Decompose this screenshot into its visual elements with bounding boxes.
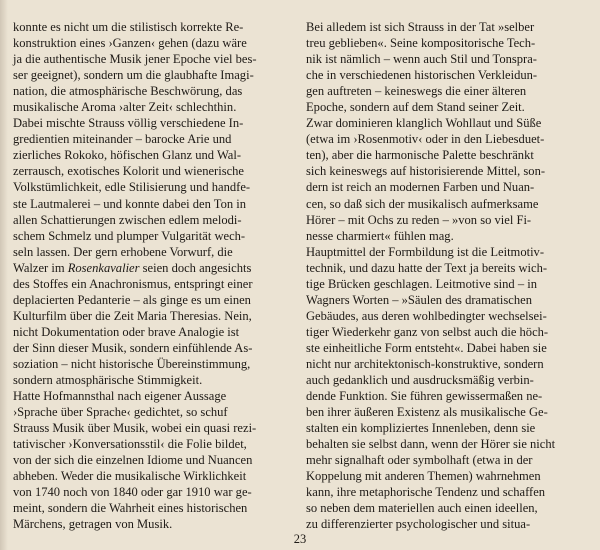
text-line: ja die authentische Musik jener Epoche viel bes-: [13, 52, 257, 67]
text-line: gredientien miteinander – barocke Arie und: [13, 132, 232, 147]
text-line: meint, sondern die Wahrheit eines historischen: [13, 501, 248, 516]
text-line: Volkstümlichkeit, edle Stilisierung und handfe-: [13, 180, 251, 195]
text-line: Märchens, getragen von Musik.: [13, 517, 173, 532]
text-line: Koppelung mit anderen Themen) wahrnehmen: [306, 469, 541, 484]
text-line: ben ihrer äußeren Existenz als musikalische Ge-: [306, 405, 548, 420]
text-line: seln lassen. Der gern erhobene Vorwurf, die: [13, 244, 233, 259]
text-line: zu differenzierter psychologischer und situa-: [306, 517, 531, 532]
right-text-column: [306, 19, 584, 533]
text-line: von der sich die einzelnen Idiome und Nuancen: [13, 453, 253, 468]
text-line: ste einheitliche Form entsteht«. Dabei haben sie: [306, 340, 547, 355]
text-line: tige Brücken geschlagen. Leitmotive sind – in: [306, 276, 538, 291]
text-line: so neben dem materiellen auch einen ideellen,: [306, 501, 538, 516]
text-line: tiger Wiederkehr ganz von selbst auch die höch-: [306, 324, 549, 339]
text-line: von 1740 noch von 1840 oder gar 1910 war ge-: [13, 485, 252, 500]
text-line: nicht nur architektonisch-konstruktive, sondern: [306, 356, 544, 371]
text-line: tativischer ›Konversationsstil‹ die Folie bildet,: [13, 437, 247, 452]
text-line: sondern atmosphärische Stimmigkeit.: [13, 373, 203, 388]
text-line: nik ist nämlich – wenn auch Stil und Tonspra-: [306, 52, 537, 67]
text-line: Strauss Musik über Musik, wobei ein quasi rezi-: [13, 421, 257, 436]
text-line: nation, die atmosphärische Beschwörung, das: [13, 84, 243, 99]
text-line: nesse charmiert« fühlen mag.: [306, 228, 454, 243]
text-line: des Stoffes ein Anachronismus, entspringt einer: [13, 276, 253, 291]
text-line: Hörer – mit Ochs zu reden – »von so viel Fi-: [306, 212, 532, 227]
text-line: Zwar dominieren klanglich Wohllaut und Süße: [306, 116, 542, 131]
left-text-column: [13, 19, 291, 533]
text-line: konnte es nicht um die stilistisch korrekte Re-: [13, 20, 244, 34]
text-line: Walzer im Rosenkavalier seien doch angesichts: [13, 260, 252, 275]
text-line: mehr signalhaft oder symbolhaft (etwa in der: [306, 453, 533, 468]
page-number: 23: [293, 532, 307, 546]
text-line: Gebäudes, aus deren wohlbedingter wechselsei-: [306, 308, 547, 323]
page-shadow: [0, 0, 8, 550]
text-line: der Sinn dieser Musik, sondern einfühlende As-: [13, 340, 253, 355]
text-line: Hatte Hofmannsthal nach eigener Aussage: [13, 389, 227, 404]
text-line: technik, und dazu hatte der Text ja bereits wich-: [306, 260, 548, 275]
text-line: stalten ein kompliziertes Innenleben, denn sie: [306, 421, 536, 436]
text-line: zerrausch, exotisches Kolorit und wienerische: [13, 164, 244, 179]
text-line: cen, so daß sich der musikalisch aufmerksame: [306, 196, 539, 211]
text-line: ser geeignet), sondern um die glaubhafte Imagi-: [13, 68, 254, 83]
text-line: zierliches Rokoko, höfischen Glanz und Wal-: [13, 148, 242, 163]
text-line: musikalische Aroma ›alter Zeit‹ schlechthin.: [13, 100, 237, 115]
text-line: (etwa im ›Rosenmotiv‹ oder in den Liebesduet-: [306, 132, 545, 147]
text-line: Bei alledem ist sich Strauss in der Tat »selber: [306, 20, 535, 34]
text-line: ten), aber die harmonische Palette beschränkt: [306, 148, 534, 163]
text-line: konstruktion eines ›Ganzen‹ gehen (dazu wäre: [13, 36, 247, 51]
text-line: ste Lautmalerei – und konnte dabei den Ton in: [13, 196, 247, 211]
text-line: dende Funktion. Sie führen gewissermaßen ne-: [306, 389, 543, 404]
text-line: allen Schattierungen zwischen edlem melodi-: [13, 212, 242, 227]
text-line: Epoche, sondern auf dem Stand seiner Zeit.: [306, 100, 525, 115]
text-line: soziation – nicht historische Übereinstimmung,: [13, 356, 251, 371]
text-line: auch gedanklich und ausdrucksmäßig verbin-: [306, 373, 534, 388]
text-line: treu geblieben«. Seine kompositorische Tech-: [306, 36, 536, 51]
text-line: kann, ihre metaphorische Tendenz und schaffen: [306, 485, 546, 500]
text-line: behalten sie selbst dann, wenn der Hörer sie nicht: [306, 437, 556, 452]
opera-title: Rosenkavalier: [67, 260, 140, 275]
text-line: Kulturfilm über die Zeit Maria Theresias. Nein,: [13, 308, 252, 323]
text-line: ›Sprache über Sprache‹ gedichtet, so schuf: [13, 405, 228, 420]
text-line: che in verschiedenen historischen Verkleidun-: [306, 68, 538, 83]
text-line: dern ist reich an modernen Farben und Nuan-: [306, 180, 535, 195]
text-line: deplacierten Pedanterie – als ginge es um einen: [13, 292, 251, 307]
text-line: schem Schmelz und plumper Vulgarität wech-: [13, 228, 246, 243]
text-line: abheben. Weder die musikalische Wirklichkeit: [13, 469, 247, 484]
text-line: Hauptmittel der Formbildung ist die Leitmotiv-: [306, 244, 545, 259]
text-line: gen auftreten – keineswegs die einer älteren: [306, 84, 527, 99]
text-line: sich keineswegs auf historisierende Mittel, son-: [306, 164, 546, 179]
text-line: Dabei mischte Strauss völlig verschiedene In-: [13, 116, 244, 131]
text-line: nicht Dokumentation oder brave Analogie ist: [13, 324, 240, 339]
text-line: Wagners Worten – »Säulen des dramatischen: [306, 292, 532, 307]
